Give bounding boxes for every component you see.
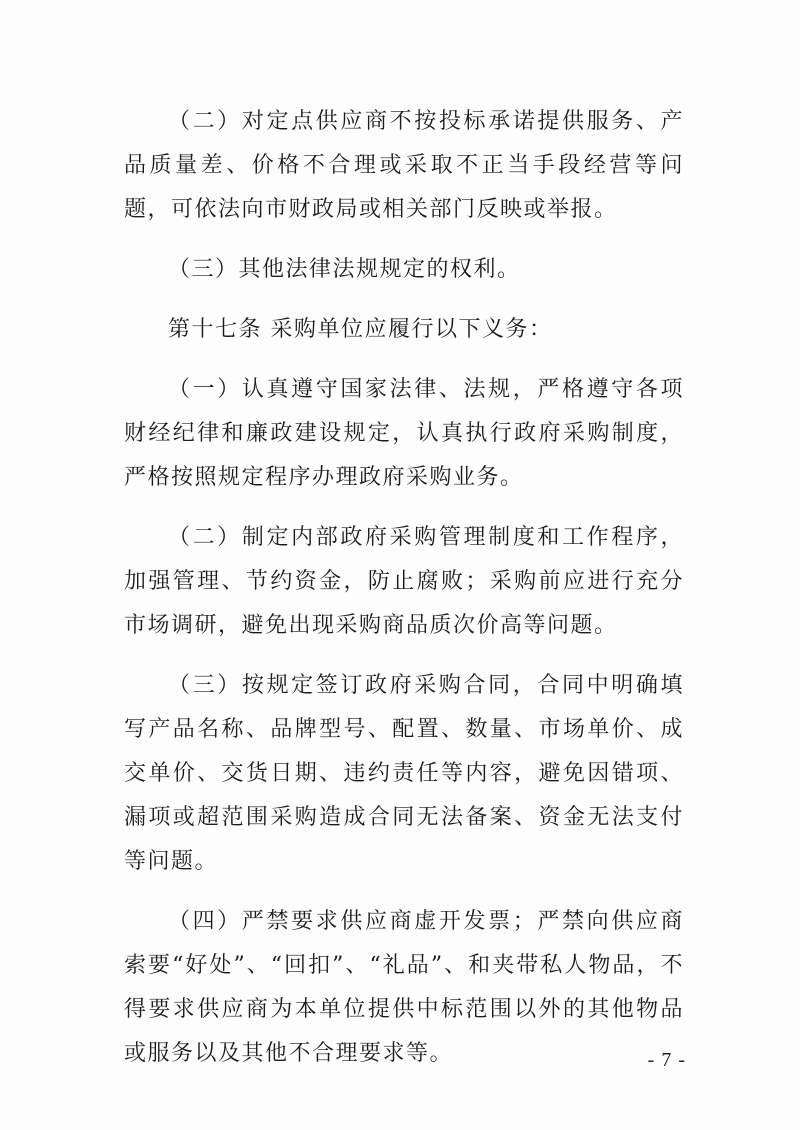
paragraph-obligation-3: （三）按规定签订政府采购合同，合同中明确填写产品名称、品牌型号、配置、数量、市场单价、成交单价、交货日期、违约责任等内容，避免因错项、漏项或超范围采购造成合同无法备案、资金无法支付等问题。 bbox=[124, 673, 684, 874]
paragraph-article-17: 第十七条 采购单位应履行以下义务： bbox=[168, 317, 553, 342]
paragraph-supplier-complaint: （二）对定点供应商不按投标承诺提供服务、产品质量差、价格不合理或采取不正当手段经营等问题，可依法向市财政局或相关部门反映或举报。 bbox=[124, 109, 684, 222]
page-number: - 7 - bbox=[647, 1049, 686, 1071]
document-body bbox=[124, 100, 684, 1092]
paragraph-other-rights: （三）其他法律法规规定的权利。 bbox=[168, 257, 521, 282]
paragraph-obligation-1: （一）认真遵守国家法律、法规，严格遵守各项财经纪律和廉政建设规定，认真执行政府采购制度，严格按照规定程序办理政府采购业务。 bbox=[124, 377, 684, 490]
paragraph-obligation-2: （二）制定内部政府采购管理制度和工作程序，加强管理、节约资金，防止腐败；采购前应进行充分市场调研，避免出现采购商品质次价高等问题。 bbox=[124, 525, 684, 638]
paragraph-obligation-4: （四）严禁要求供应商虚开发票；严禁向供应商索要“好处”、“回扣”、“礼品”、和夹带私人物品，不得要求供应商为本单位提供中标范围以外的其他物品或服务以及其他不合理要求等。 bbox=[124, 909, 684, 1066]
